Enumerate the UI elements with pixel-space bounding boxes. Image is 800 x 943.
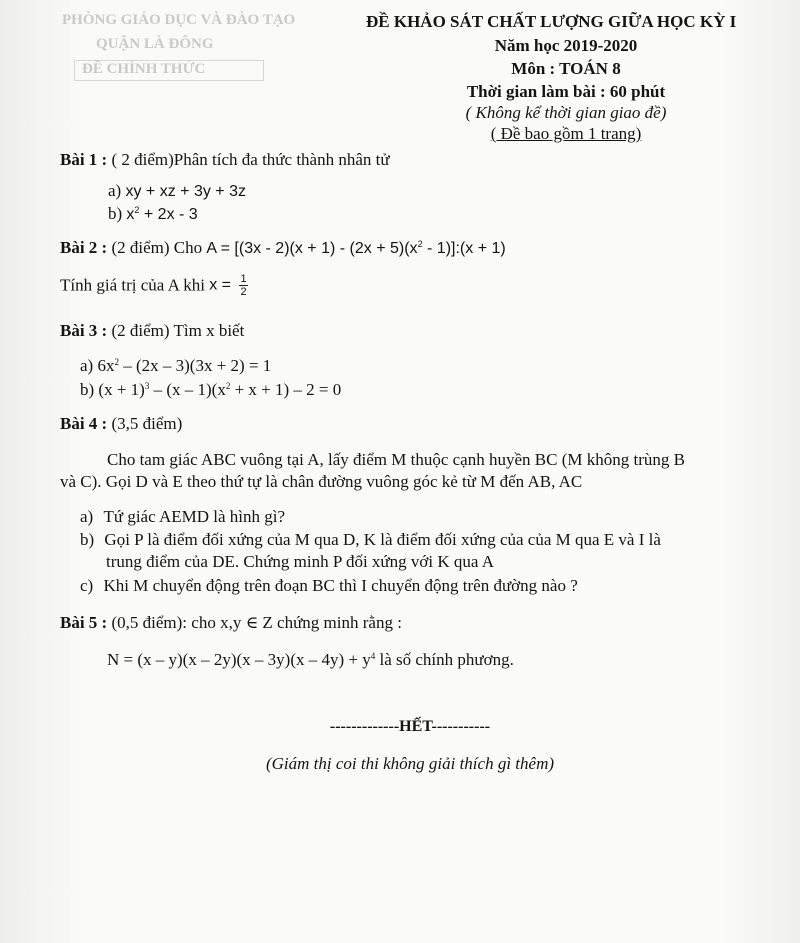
problem-2-desc: (2 điểm) Cho — [107, 238, 207, 257]
problem-2-label: Bài 2 : — [60, 238, 108, 257]
end-marker: -------------HẾT----------- — [329, 718, 491, 735]
problem-3a-label: a) — [80, 356, 94, 375]
problem-3b-label: b) — [80, 380, 95, 399]
problem-4-label: Bài 4 : — [60, 414, 108, 433]
pages-note: ( Đề bao gồm 1 trang) — [490, 124, 642, 143]
problem-2-task — [60, 273, 248, 298]
problem-1-heading — [60, 150, 390, 170]
problem-4-desc: (3,5 điểm) — [107, 414, 183, 433]
problem-4a — [80, 507, 285, 527]
school-year: Năm học 2019-2020 — [494, 36, 638, 55]
problem-1b-expr: $x^2 + 2x - 3$ — [126, 205, 198, 223]
problem-2-heading — [60, 238, 506, 258]
problem-4c-label: c) — [80, 576, 94, 595]
problem-1a — [108, 181, 246, 201]
problem-1a-label: a) — [108, 181, 122, 200]
problem-1b-label: b) — [108, 204, 123, 223]
invigilator-note: (Giám thị coi thi không giải thích gì thêm) — [265, 754, 555, 773]
problem-4b — [80, 530, 661, 550]
problem-4-para-2: và C). Gọi D và E theo thứ tự là chân đường vuông góc kẻ từ M đến AB, AC — [60, 472, 583, 491]
time-note: ( Không kể thời gian giao đề) — [465, 103, 667, 122]
subject: Môn : TOÁN 8 — [511, 59, 621, 78]
problem-4b-text-1: Gọi P là điểm đối xứng của M qua D, K là điểm đối xứng của của M qua E và I là — [104, 530, 661, 549]
problem-5-desc: (0,5 điểm): cho x,y ∈ Z chứng minh rằng : — [107, 613, 402, 632]
problem-5-expr: $N = (x - y)(x - 2y)(x - 3y)(x - 4y) + y^4$ là số chính phương. — [107, 650, 514, 669]
problem-3b-expr: $(x + 1)^3 - (x - 1)(x^2 + x + 1) - 2 = 0$ — [98, 380, 342, 399]
problem-3-desc: (2 điểm) Tìm x biết — [107, 321, 245, 340]
problem-1-desc: ( 2 điểm)Phân tích đa thức thành nhân tử — [107, 150, 390, 169]
district-name: QUẬN LÀ ĐÔNG — [96, 36, 214, 52]
problem-3-heading — [60, 321, 244, 341]
problem-2-x-eq: x = — [209, 276, 236, 294]
problem-5-label: Bài 5 : — [60, 613, 108, 632]
problem-1a-expr: xy + xz + 3y + 3z — [125, 183, 246, 200]
fraction-one-half: $\frac{1}{2}$ — [240, 273, 247, 298]
problem-4a-label: a) — [80, 507, 94, 526]
problem-3a-expr: $6x^2 - (2x - 3)(3x + 2) = 1$ — [97, 356, 272, 375]
problem-3-label: Bài 3 : — [60, 321, 108, 340]
problem-4-para-1: Cho tam giác ABC vuông tại A, lấy điểm M thuộc cạnh huyền BC (M không trùng B — [107, 450, 685, 469]
problem-3b — [80, 380, 341, 400]
problem-4c-text: Khi M chuyển động trên đoạn BC thì I chuyển động trên đường nào ? — [103, 576, 578, 595]
time-limit: Thời gian làm bài : 60 phút — [466, 82, 666, 101]
problem-2-task-text: Tính giá trị của A khi — [60, 275, 210, 295]
exam-title: ĐỀ KHẢO SÁT CHẤT LƯỢNG GIỮA HỌC KỲ I — [366, 12, 737, 31]
problem-4b-label: b) — [80, 530, 95, 549]
problem-3a — [80, 356, 271, 376]
problem-4a-text: Tứ giác AEMD là hình gì? — [103, 507, 286, 526]
department-name: PHÒNG GIÁO DỤC VÀ ĐÀO TẠO — [62, 12, 296, 28]
problem-2-expr: $A = [(3x - 2)(x + 1) - (2x + 5)(x^2$ - 1)]:(x + 1) — [206, 239, 506, 257]
problem-4b-text-2: trung điểm của DE. Chứng minh P đối xứng với K qua A — [106, 552, 495, 571]
official-label: ĐỀ CHÍNH THỨC — [82, 61, 206, 77]
problem-5-heading — [60, 613, 402, 633]
problem-1b — [108, 204, 198, 224]
problem-4c — [80, 576, 578, 596]
problem-1-label: Bài 1 : — [60, 150, 108, 169]
problem-4-heading — [60, 414, 182, 434]
